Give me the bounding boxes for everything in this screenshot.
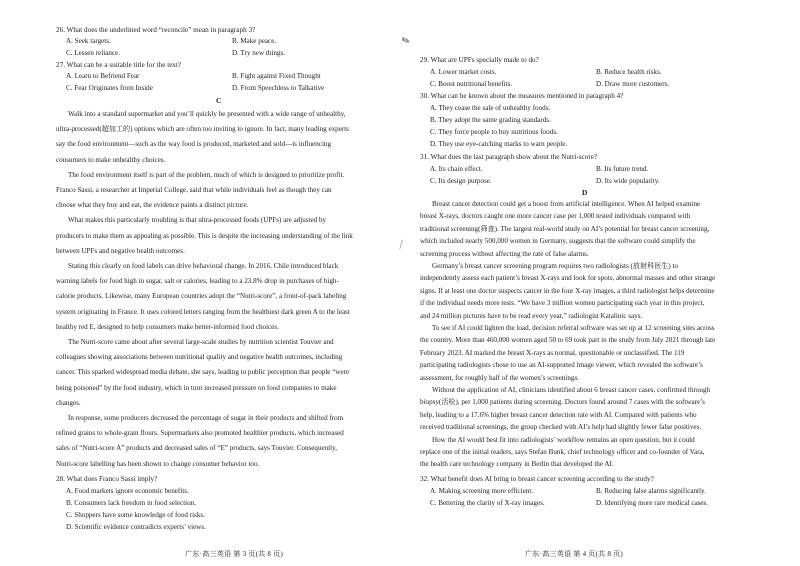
passage-line: participating radiologists chose to use an AI-supported image viewer, which revealed the software’s <box>420 361 703 370</box>
passage-line: ultra-processed(超加工的) options which are often too inviting to ignore. In fact, many leading experts <box>56 125 349 134</box>
q29-option-c: C. Boost nutritional benefits. <box>430 80 513 88</box>
passage-line: if the individual needs more tests. “We have 3 million women participating each year in this project, <box>420 299 705 308</box>
passage-line: refined grains to whole-grain flours. Supermarkets also promoted healthier products, which increased <box>56 429 344 438</box>
passage-line: Walk into a standard supermarket and you’ll quickly be presented with a wide range of unhealthy, <box>68 110 346 118</box>
page-4-footer: 广东·高三英语 第 4 页(共 8 页) <box>525 550 623 558</box>
q26-option-a: A. Seek targets. <box>66 37 111 45</box>
section-c-heading: C <box>216 96 222 105</box>
q30-option-c: C. They force people to buy nutritious foods. <box>430 128 558 136</box>
passage-line: signs. If at least one doctor suspects cancer in the four X-ray images, a third radiologist helps determine <box>420 286 715 295</box>
passage-line: consumers to make unhealthy choices. <box>56 155 166 164</box>
section-d-heading: D <box>582 188 588 197</box>
passage-line: The Nutri-score came about after several large-scale studies by nutrition scientist Touvier and <box>68 338 334 346</box>
stamp-mark: ✎ <box>400 34 413 49</box>
q31-option-b: B. Its future trend. <box>596 165 649 173</box>
q32-option-a: A. Making screening more efficient. <box>430 487 534 495</box>
passage-line: Germany’s breast cancer screening program requires two radiologists (放射科医生) to <box>432 262 679 270</box>
passage-line: help, leading to a 17.6% higher breast cancer detection rate with AI. Compared with patients who <box>420 410 697 419</box>
question-30-stem: 30. What can be known about the measures mentioned in paragraph 4? <box>420 92 624 100</box>
passage-line: The food environment itself is part of the problem, much of which is designed to prioritize profit. <box>68 170 345 179</box>
passage-line: cancer. This sparked widespread media debate, she says, leading to public perception that people “were <box>56 368 350 377</box>
passage-line: calorie products. Likewise, many European countries adopt the “Nutri-score”, a front-of-pack labeling <box>56 292 347 301</box>
question-32-stem: 32. What benefit does AI bring to breast cancer screening according to the study? <box>420 475 654 483</box>
passage-line: independently assess each patient’s breast X-rays and look for spots, abnormal masses and other strange <box>420 274 716 283</box>
q29-option-b: B. Reduce health risks. <box>596 68 662 76</box>
passage-line: warning labels for food high in sugar, salt or calories, leading to a 23.8% drop in purchases of high- <box>56 277 339 286</box>
passage-line: between UPFs and negative health outcomes. <box>56 246 185 255</box>
passage-line: assessment, for roughly half of the women’s screenings. <box>420 373 579 382</box>
passage-line: the health care technology company in Berlin that developed the AI. <box>420 460 614 469</box>
passage-line: the country. More than 460,000 women aged 50 to 69 took part in the study from July 2021 through late <box>420 336 716 345</box>
q28-option-c: C. Shoppers have some knowledge of food risks. <box>66 511 205 519</box>
passage-line: To see if AI could lighten the load, decision referral software was set up at 12 screening sites across <box>432 324 715 332</box>
passage-line: Stating this clearly on food labels can drive behavioral change. In 2016, Chile introduced black <box>68 262 339 270</box>
q31-option-c: C. Its design purpose. <box>430 177 492 185</box>
q30-option-a: A. They cease the sale of unhealthy foods. <box>430 104 551 112</box>
passage-line: colleagues showing associations between nutritional quality and negative health outcomes, including <box>56 353 343 362</box>
q28-option-d: D. Scientific evidence contradicts experts’ views. <box>66 523 206 531</box>
q27-option-d: D. From Speechless to Talkative <box>232 84 325 92</box>
q26-option-c: C. Lessen reliance. <box>66 49 120 57</box>
passage-line: system originating in France. It uses colored letters ranging from the healthiest dark green A to the least <box>56 307 350 316</box>
passage-line: breast X-rays, doctors caught one more cancer case per 1,000 tested individuals compared with <box>420 212 691 221</box>
stamp-mark: ⟋ <box>396 239 407 252</box>
question-26-stem: 26. What does the underlined word “reconcile” mean in paragraph 3? <box>56 26 256 34</box>
page-3-footer: 广东·高三英语 第 3 页(共 8 页) <box>185 550 283 558</box>
q26-option-d: D. Try new things. <box>232 49 286 57</box>
q28-option-a: A. Food markets ignore economic benefits. <box>66 487 189 495</box>
q32-option-d: D. Identifying more rare medical cases. <box>596 499 709 507</box>
q27-option-b: B. Fight against Fixed Thought <box>232 72 321 80</box>
q29-option-d: D. Draw more customers. <box>596 80 670 88</box>
passage-line: received traditional screenings, the group checked with AI’s help had slightly fewer false positives. <box>420 423 702 432</box>
passage-line: which included nearly 500,000 women in Germany, suggests that the software could simplify the <box>420 237 696 246</box>
question-27-stem: 27. What can be a suitable title for the text? <box>56 61 182 69</box>
q32-option-c: C. Bettering the clarity of X-ray images. <box>430 499 545 507</box>
passage-line: producers to make them as appealing as possible. This is despite the increasing understanding of the link <box>56 231 353 240</box>
q30-option-d: D. They use eye-catching marks to warn people. <box>430 140 568 148</box>
passage-line: and 24 million pictures have to be read every year,” radiologist Katalinic says. <box>420 311 643 320</box>
q29-option-a: A. Lower market costs. <box>430 68 497 76</box>
q31-option-a: A. Its chain effect. <box>430 165 483 173</box>
passage-line: biopsy(活检), per 1,000 patients during screening. Doctors found around 7 cases with the software’s <box>420 398 705 407</box>
passage-line: healthy red E, designed to help consumers make better-informed food choices. <box>56 322 279 331</box>
q28-option-b: B. Consumers lack freedom in food selection. <box>66 499 197 507</box>
passage-line: being poisoned” by the food industry, which in turn increased pressure on food companies to make <box>56 383 337 392</box>
passage-line: sales of “Nutri-score A” products and decreased sales of “E” products, says Touvier. Consequently, <box>56 444 338 453</box>
q26-option-b: B. Make peace. <box>232 37 277 45</box>
passage-line: In response, some producers decreased the percentage of sugar in their products and shifted from <box>68 414 344 422</box>
q32-option-b: B. Reducing false alarms significantly. <box>596 487 706 495</box>
question-29-stem: 29. What are UPFs specially made to do? <box>420 56 539 64</box>
passage-line: How the AI would best fit into radiologists’ workflow remains an open question, but it could <box>432 435 695 444</box>
passage-line: choose what they buy and eat, the evidence paints a distinct picture. <box>56 201 249 210</box>
passage-line: traditional screening(筛查). The largest real-world study on AI’s potential for breast cancer screening, <box>420 224 710 233</box>
q27-option-c: C. Fear Originates from Inside <box>66 84 153 92</box>
passage-line: replace one of the initial readers, says Stefan Bunk, chief technology officer and co-founder of Vara, <box>420 448 705 456</box>
passage-line: screening process without affecting the rate of false alarms. <box>420 249 589 258</box>
q30-option-b: B. They adopt the same grading standards. <box>430 116 551 124</box>
passage-line: say the food environment—such as the way food is produced, marketed and sold—is influencing <box>56 140 332 149</box>
question-31-stem: 31. What does the last paragraph show about the Nutri-score? <box>420 153 598 161</box>
question-28-stem: 28. What does Franco Sassi imply? <box>56 475 158 483</box>
q27-option-a: A. Learn to Befriend Fear <box>66 72 140 80</box>
passage-line: Franco Sassi, a researcher at Imperial College, said that while individuals feel as though they can <box>56 186 332 194</box>
passage-line: Without the application of AI, clinicians identified about 6 breast cancer cases, confirmed through <box>432 386 711 394</box>
passage-line: Nutri-score labelling has been shown to change consumer behavior too. <box>56 459 260 468</box>
passage-line: What makes this particularly troubling is that ultra-processed foods (UPFs) are adjusted by <box>68 216 327 225</box>
passage-line: Breast cancer detection could get a boost from artificial intelligence. When AI helped examine <box>432 200 701 208</box>
passage-line: changes. <box>56 398 81 407</box>
passage-line: February 2023. AI marked the breast X-rays as normal, questionable or unclassified. The 119 <box>420 348 685 357</box>
q31-option-d: D. Its wide popularity. <box>596 177 660 185</box>
